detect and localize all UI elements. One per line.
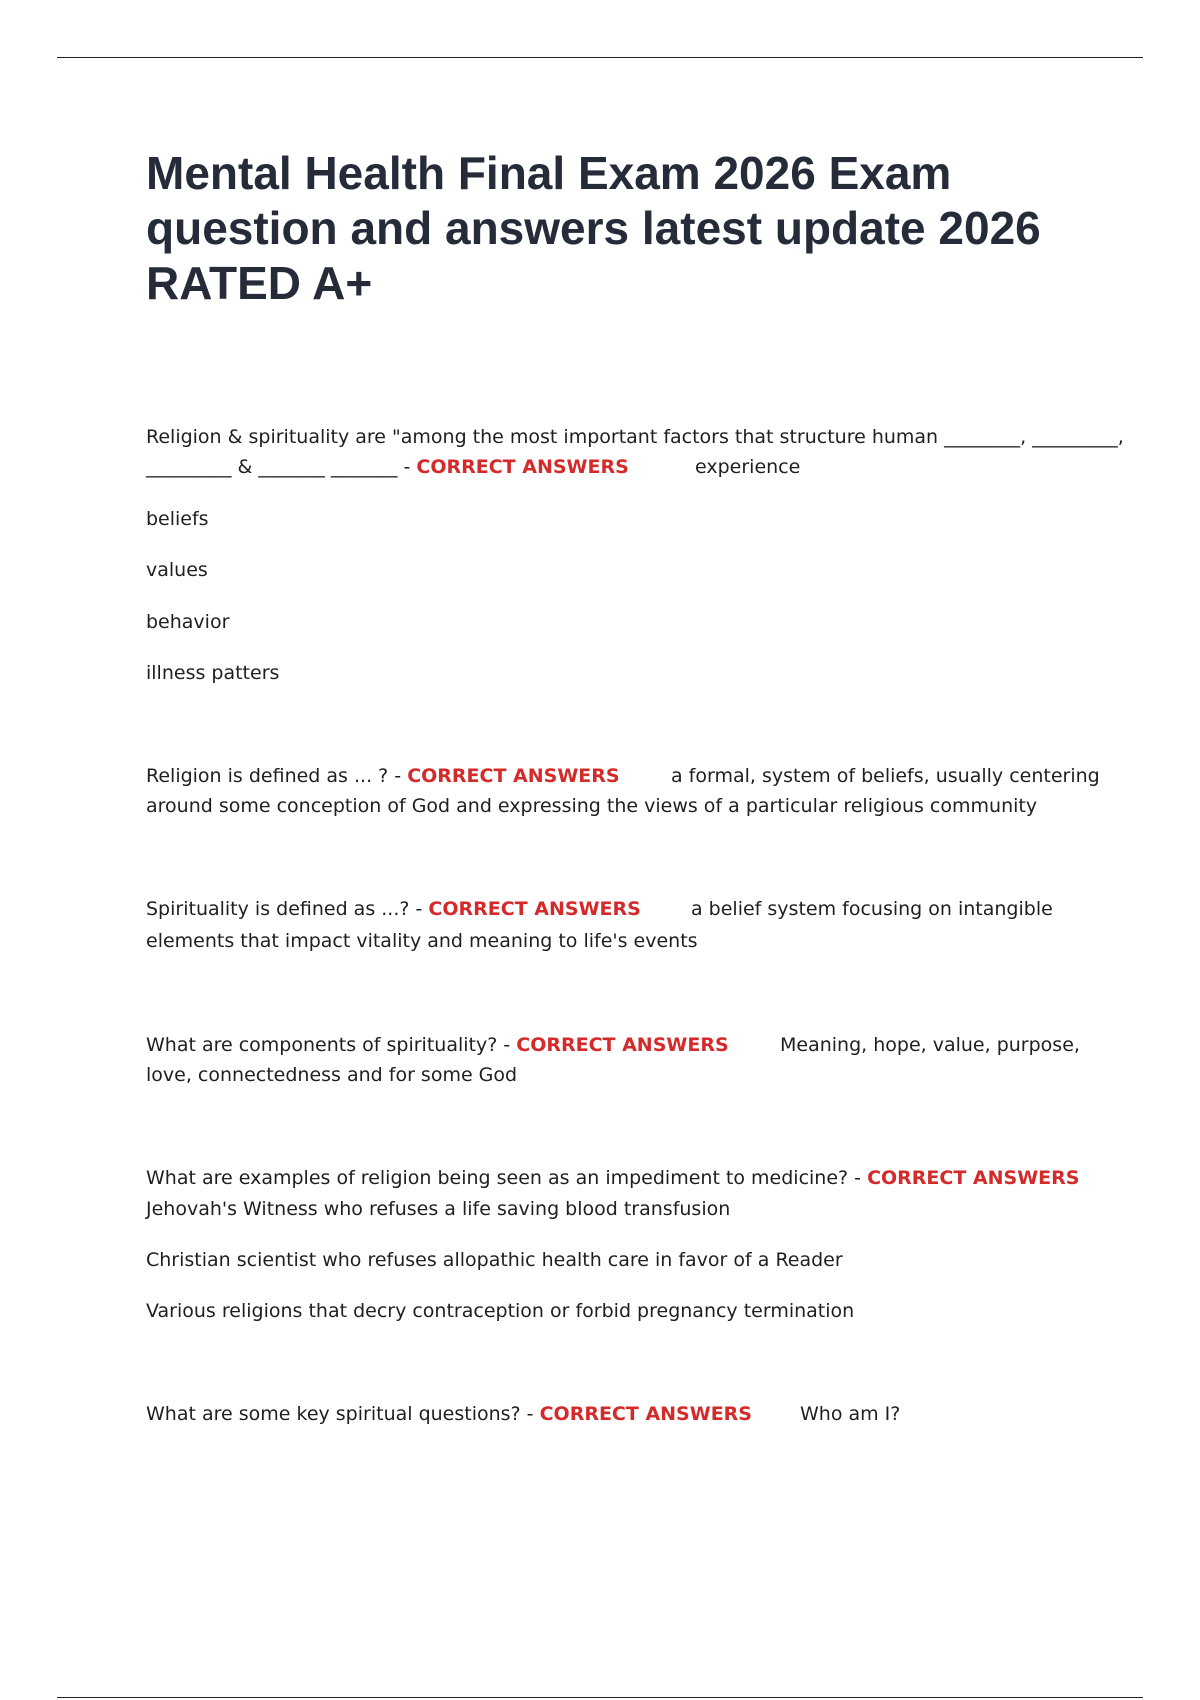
correct-answers-label: CORRECT ANSWERS: [516, 1034, 729, 1056]
question-5-answer-2: Christian scientist who refuses allopathic health care in favor of a Reader: [146, 1249, 843, 1271]
question-1-answer-3: behavior: [146, 611, 230, 633]
question-2-line-1: [146, 761, 620, 792]
question-5-prompt: What are examples of religion being seen as an impediment to medicine? -: [146, 1167, 862, 1189]
question-2-answer-inline: a formal, system of beliefs, usually centering: [671, 765, 1100, 787]
question-3-line-1: [146, 894, 641, 925]
question-1-line-2-text: _________ & _______ _______ -: [146, 456, 411, 478]
document-title: Mental Health Final Exam 2026 Exam question and answers latest update 2026 RATED A+: [146, 147, 1041, 309]
question-1-answer-2: values: [146, 559, 208, 581]
bottom-rule: [57, 1697, 1143, 1698]
question-1-answer-inline: experience: [695, 456, 801, 478]
question-1-answer-1: beliefs: [146, 508, 209, 530]
correct-answers-label: CORRECT ANSWERS: [416, 456, 629, 478]
question-1-line-1: Religion & spirituality are "among the most important factors that structure human ________, _________,: [146, 426, 1124, 448]
question-5-answer-3: Various religions that decry contraception or forbid pregnancy termination: [146, 1300, 855, 1322]
correct-answers-label: CORRECT ANSWERS: [867, 1167, 1080, 1189]
question-5-line-1: [146, 1163, 1079, 1194]
question-2-prompt: Religion is defined as ... ? -: [146, 765, 402, 787]
question-3-line-2: elements that impact vitality and meaning to life's events: [146, 930, 698, 952]
question-1-answer-4: illness patters: [146, 662, 280, 684]
question-6-line-1: [146, 1399, 752, 1430]
question-3-answer-inline: a belief system focusing on intangible: [691, 898, 1053, 920]
correct-answers-label: CORRECT ANSWERS: [407, 765, 620, 787]
correct-answers-label: CORRECT ANSWERS: [539, 1403, 752, 1425]
question-3-prompt: Spirituality is defined as ...? -: [146, 898, 423, 920]
question-2-line-2: around some conception of God and expressing the views of a particular religious community: [146, 795, 1038, 817]
question-1-line-2: [146, 452, 629, 483]
question-4-line-1: [146, 1030, 729, 1061]
question-6-prompt: What are some key spiritual questions? -: [146, 1403, 534, 1425]
question-4-answer-inline: Meaning, hope, value, purpose,: [780, 1034, 1080, 1056]
top-rule: [57, 57, 1143, 58]
correct-answers-label: CORRECT ANSWERS: [428, 898, 641, 920]
question-5-answer-1: Jehovah's Witness who refuses a life saving blood transfusion: [146, 1198, 731, 1220]
question-4-prompt: What are components of spirituality? -: [146, 1034, 511, 1056]
question-4-line-2: love, connectedness and for some God: [146, 1064, 518, 1086]
question-6-answer-inline: Who am I?: [800, 1403, 901, 1425]
